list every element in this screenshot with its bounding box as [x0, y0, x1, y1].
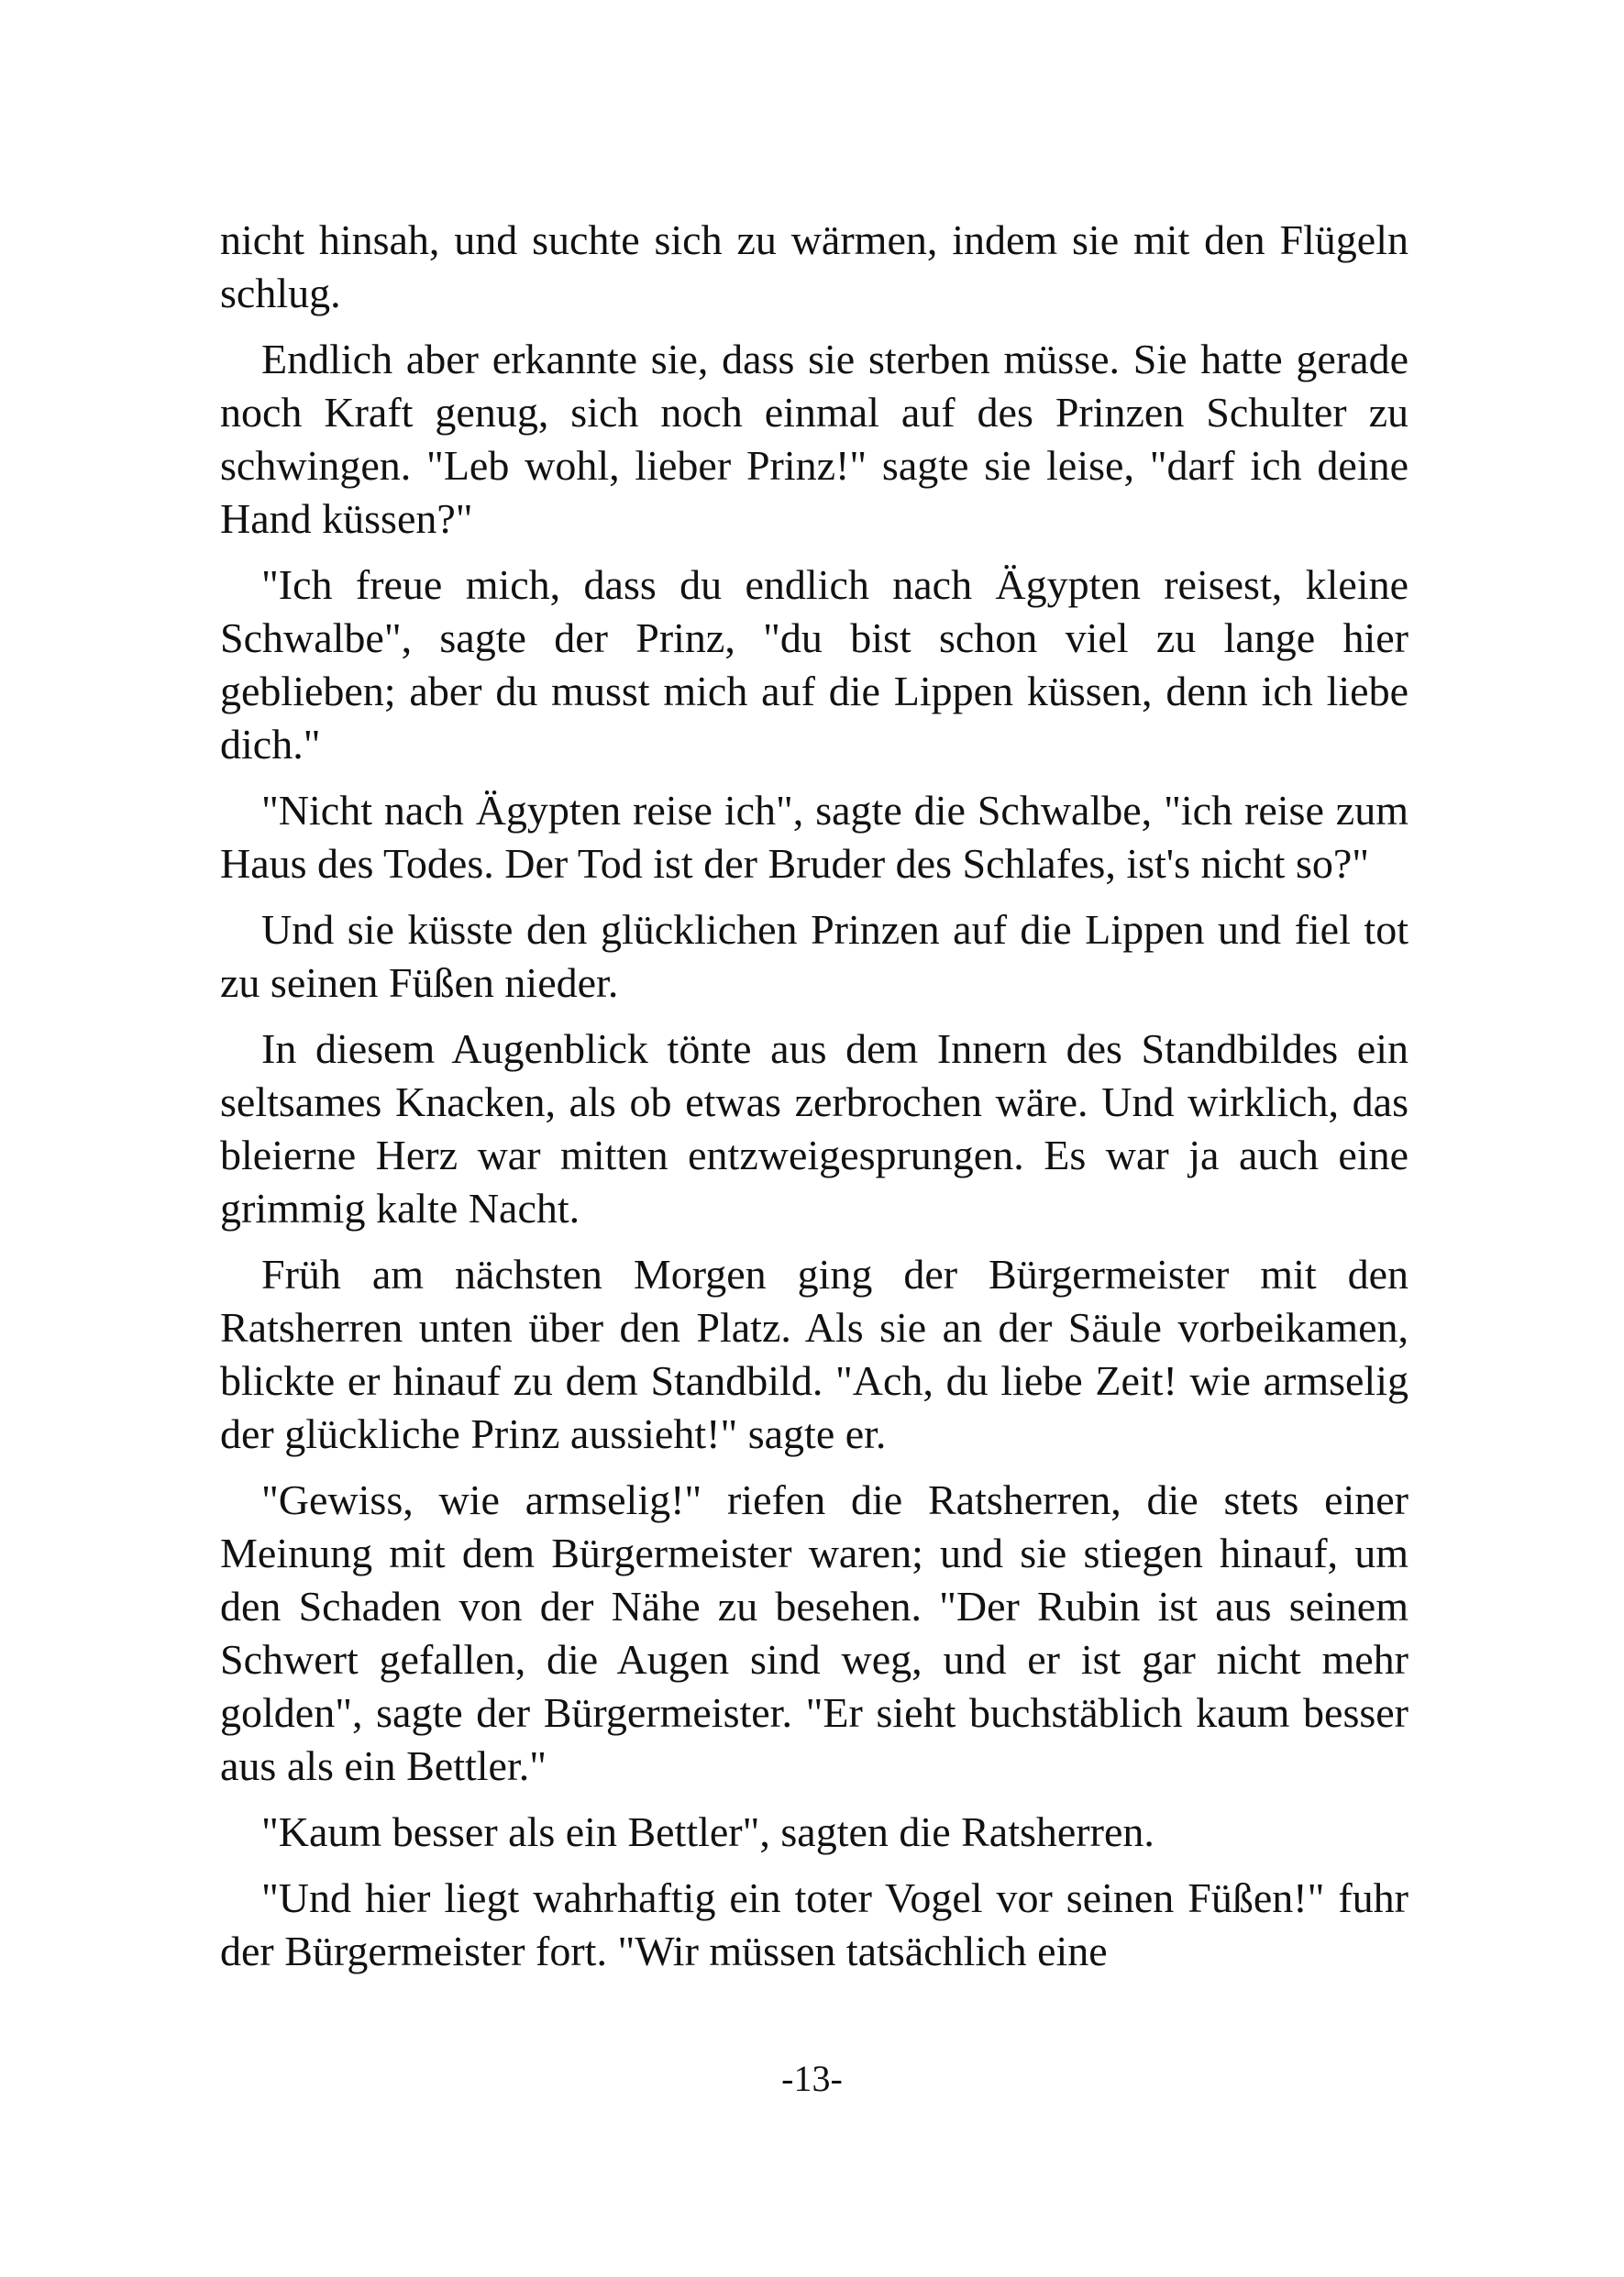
paragraph: "Nicht nach Ägypten reise ich", sagte die Schwalbe, "ich reise zum Haus des Todes. Der Tod ist der Bruder des Schlafes, ist's nicht so?" [220, 787, 1409, 887]
paragraph: nicht hinsah, und suchte sich zu wärmen, indem sie mit den Flügeln schlug. [220, 216, 1409, 316]
paragraph: In diesem Augenblick tönte aus dem Innern des Standbildes ein seltsames Knacken, als ob etwas zerbrochen wäre. Und wirklich, das bleierne Herz war mitten entzweigesprungen. Es war ja auch eine grimmig kalte Nacht. [220, 1025, 1409, 1232]
paragraph: "Gewiss, wie armselig!" riefen die Ratsherren, die stets einer Meinung mit dem Bürgermeister waren; und sie stiegen hinauf, um den Schaden von der Nähe zu besehen. "Der Rubin ist aus seinem Schwert gefallen, die Augen sind weg, und er ist gar nicht mehr golden", sagte der Bürgermeister. "Er sieht buchstäblich kaum besser aus als ein Bettler." [220, 1476, 1409, 1789]
page-number: -13- [781, 2058, 843, 2099]
paragraph: "Und hier liegt wahrhaftig ein toter Vogel vor seinen Füßen!" fuhr der Bürgermeister fort. "Wir müssen tatsächlich eine [220, 1874, 1409, 1974]
paragraph: Früh am nächsten Morgen ging der Bürgermeister mit den Ratsherren unten über den Platz. Als sie an der Säule vorbeikamen, blickte er hinauf zu dem Standbild. "Ach, du liebe Zeit! wie armselig der glückliche Prinz aussieht!" sagte er. [220, 1251, 1409, 1457]
paragraph: Und sie küsste den glücklichen Prinzen auf die Lippen und fiel tot zu seinen Füßen nieder. [220, 906, 1409, 1006]
paragraph: "Kaum besser als ein Bettler", sagten die Ratsherren. [261, 1808, 1154, 1855]
paragraph: "Ich freue mich, dass du endlich nach Ägypten reisest, kleine Schwalbe", sagte der Prinz, "du bist schon viel zu lange hier geblieben; aber du musst mich auf die Lippen küssen, denn ich liebe dich." [220, 561, 1409, 768]
body-text [220, 214, 1409, 1978]
paragraph: Endlich aber erkannte sie, dass sie sterben müsse. Sie hatte gerade noch Kraft genug, sich noch einmal auf des Prinzen Schulter zu schwingen. "Leb wohl, lieber Prinz!" sagte sie leise, "darf ich deine Hand küssen?" [220, 336, 1409, 542]
